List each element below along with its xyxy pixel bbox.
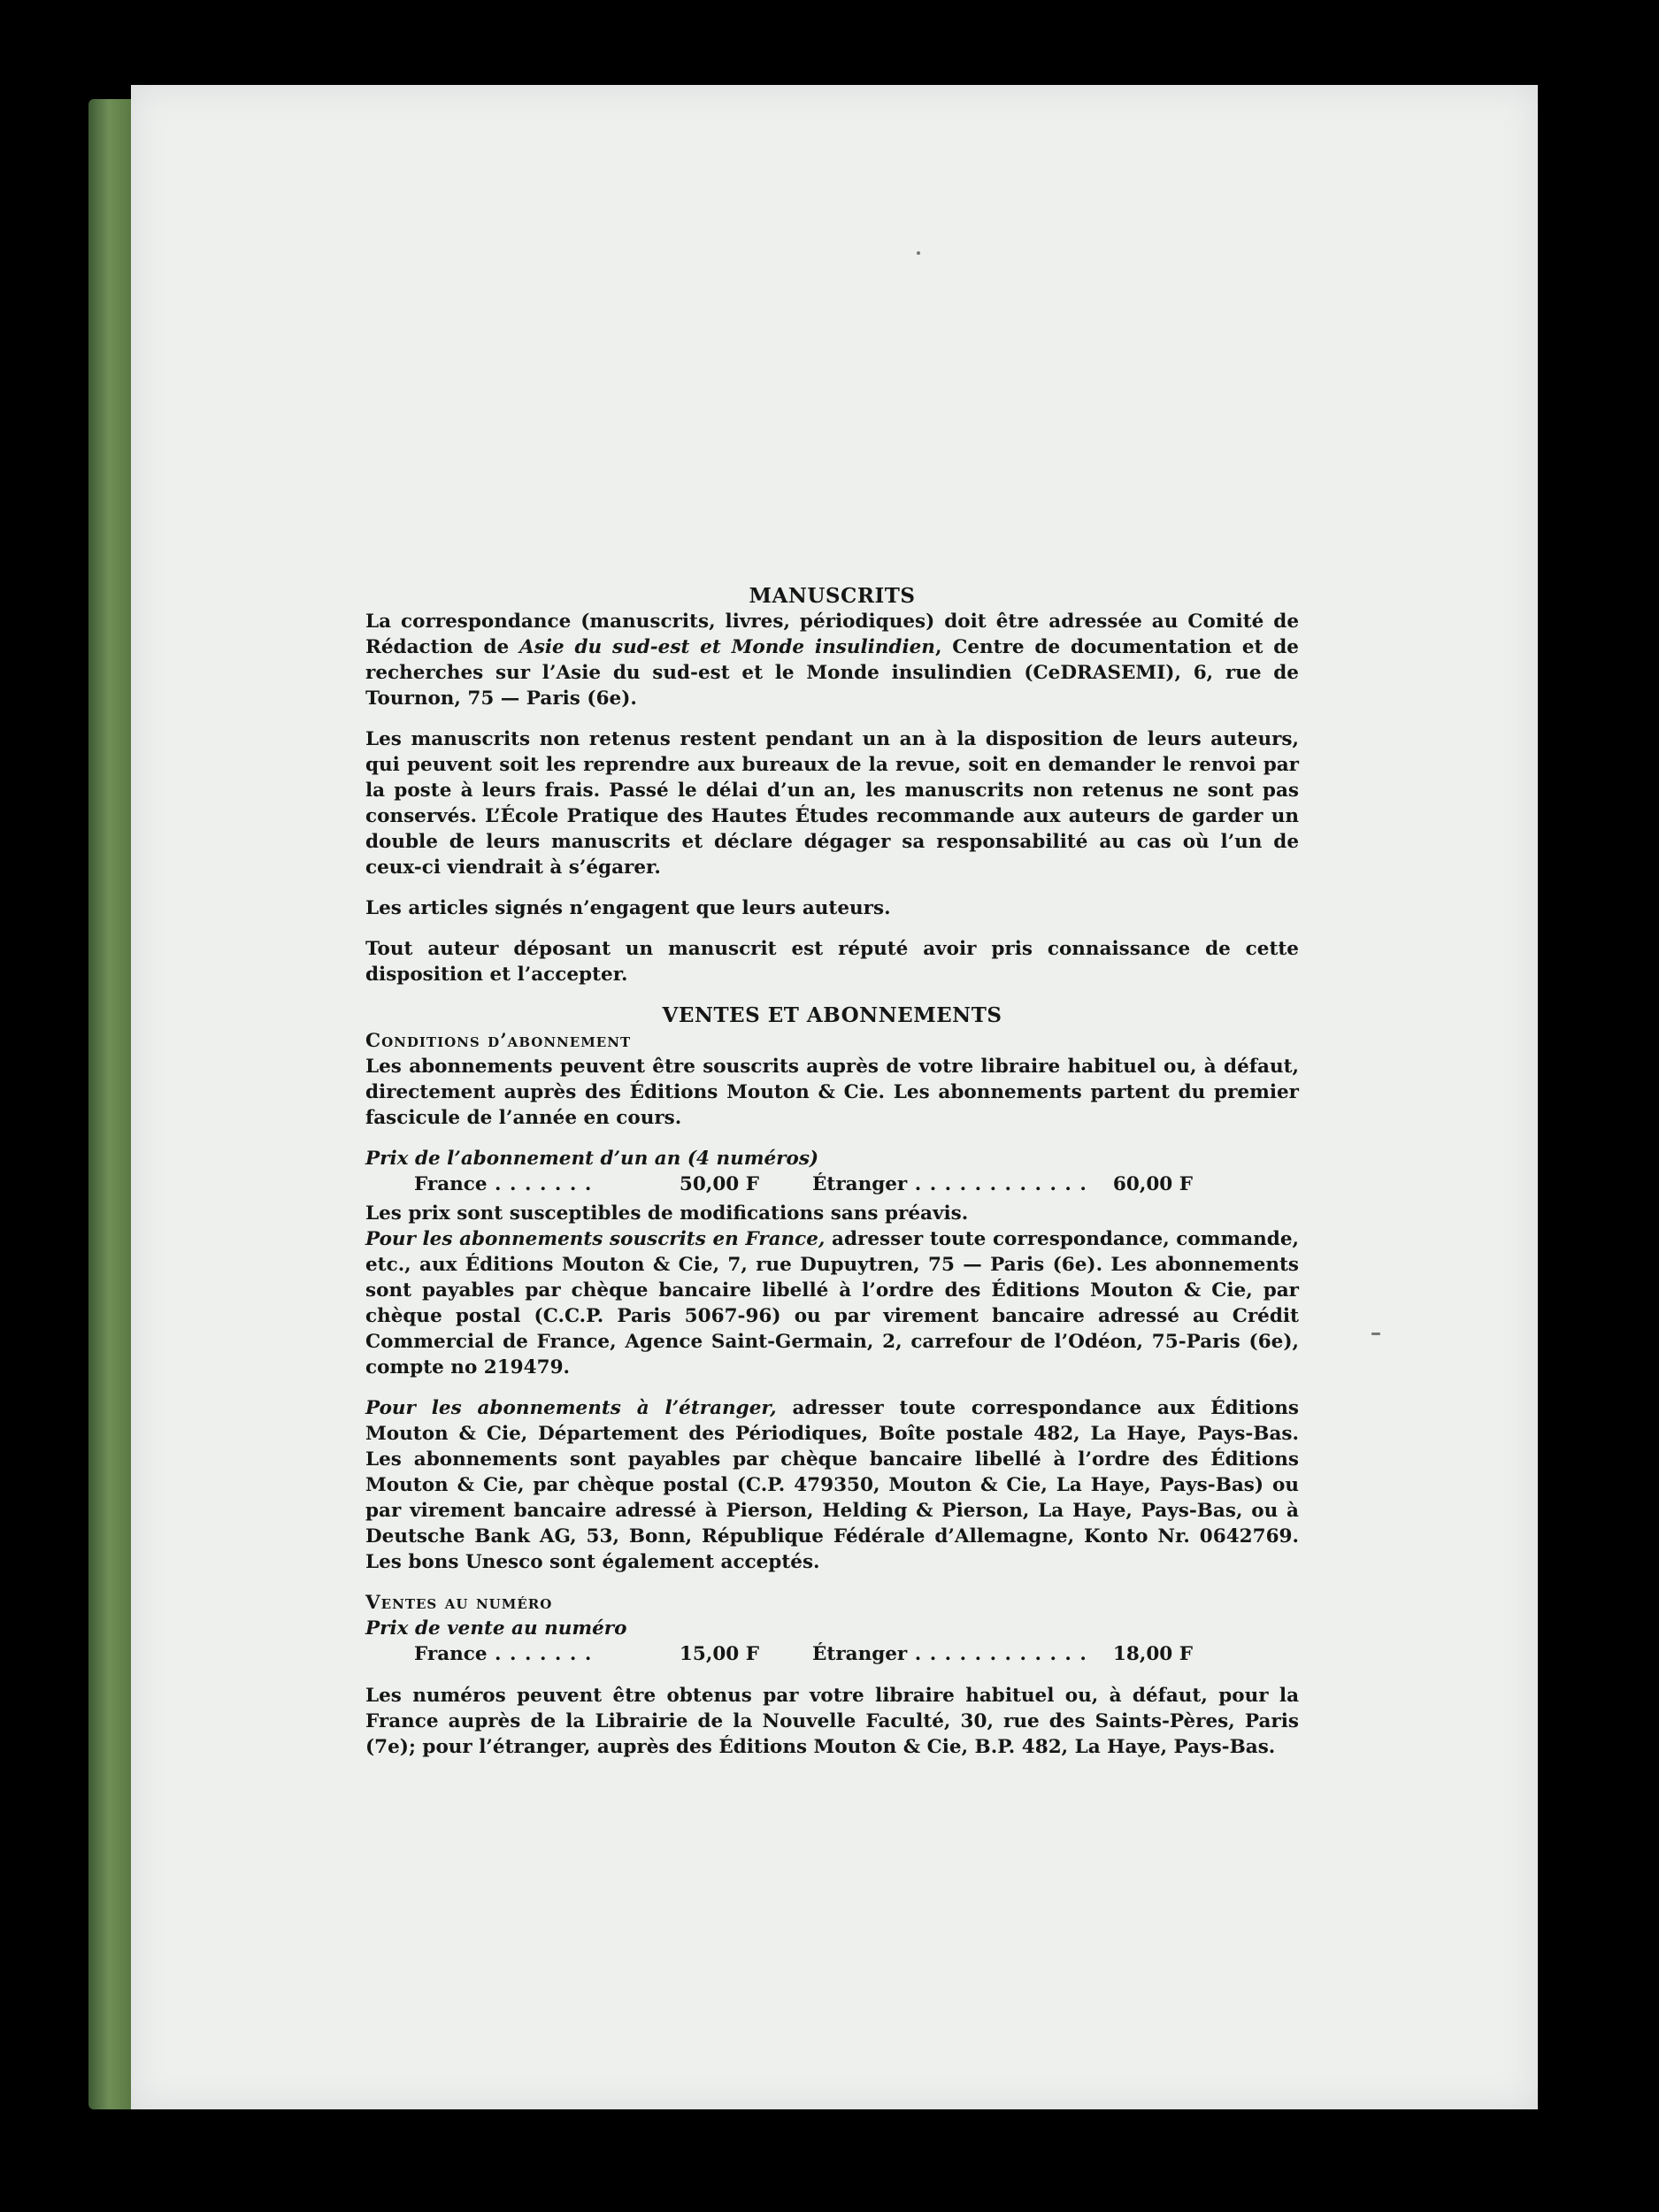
numero-paragraph: Les numéros peuvent être obtenus par votre libraire habituel ou, à défaut, pour la France auprès de la Librairie de la Nouvelle Faculté, 30, rue des Saints-Pères, Paris (7e); pour l’étranger, auprès des Éditions Mouton & Cie, B.P. 482, La Haye, Pays-Bas. (365, 1685, 1299, 1758)
book-spine (88, 99, 134, 2109)
abonnement-price-label: Prix de l’abonnement d’un an (4 numéros) (365, 1148, 819, 1170)
numero-heading: Ventes au numéro (365, 1592, 553, 1614)
ventes-heading: VENTES ET ABONNEMENTS (662, 1003, 1002, 1027)
paragraph-text: adresser toute correspondance aux Éditions Mouton & Cie, Département des Périodiques, Boîte postale 482, La Haye, Pays-Bas. Les abonnements sont payables par chèque bancaire libellé à l’ordre des Éditions Mouton & Cie, par chèque postal (C.P. 479350, Mouton & Cie, La Haye, Pays-Bas) ou par virement bancaire adressé à Pierson, Helding & Pierson, La Haye, Pays-Bas, ou à Deutsche Bank AG, 53, Bonn, République Fédérale d’Allemagne, Konto Nr. 0642769. Les bons Unesco sont également acceptés. (365, 1397, 1299, 1573)
page (131, 85, 1538, 2109)
manuscrits-paragraph-2: Les manuscrits non retenus restent pendant un an à la disposition de leurs auteurs, qui peuvent soit les reprendre aux bureaux de la revue, soit en demander le renvoi par la poste à leurs frais. Passé le délai d’un an, les manuscrits non retenus ne sont pas conservés. L’École Pratique des Hautes Études recommande aux auteurs de garder un double de leurs manuscrits et déclare dégager sa responsabilité au cas où l’un de ceux-ci viendrait à s’égarer. (365, 728, 1299, 879)
france-lead: Pour les abonnements souscrits en France, (365, 1228, 826, 1250)
manuscrits-paragraph-3: Les articles signés n’engagent que leurs auteurs. (365, 897, 891, 919)
speck (1371, 1333, 1380, 1335)
conditions-heading: Conditions d’abonnement (365, 1030, 632, 1052)
france-price: 15,00 F (679, 1643, 759, 1665)
etranger-label: Étranger . . . (786, 1171, 1087, 1197)
etranger-price: 18,00 F (1112, 1643, 1193, 1665)
speck (917, 251, 920, 255)
page-content (365, 583, 1299, 1775)
etranger-lead: Pour les abonnements à l’étranger, (365, 1397, 777, 1419)
paragraph-text: La correspondance (manuscrits, livres, périodiques) doit être adressée au Comité de Rédaction de (365, 611, 1299, 658)
france-label: France . . . (414, 1171, 591, 1197)
etranger-label: Étranger . . . (786, 1641, 1087, 1667)
conditions-paragraph: Les abonnements peuvent être souscrits auprès de votre libraire habituel ou, à défaut, directement auprès des Éditions Mouton & Cie. Les abonnements partent du premier fascicule de l’année en cours. (365, 1056, 1299, 1129)
manuscrits-heading: MANUSCRITS (749, 584, 916, 608)
paragraph-text: , Centre de documentation et de recherches sur l’Asie du sud-est et le Monde insulindien (CeDRASEMI), 6, rue de Tournon, 75 — Paris (6e). (365, 636, 1299, 710)
paragraph-text: adresser toute correspondance, commande, etc., aux Éditions Mouton & Cie, 7, rue Dupuytren, 75 — Paris (6e). Les abonnements sont payables par chèque bancaire libellé à l’ordre des Éditions Mouton & Cie, par chèque postal (C.C.P. Paris 5067-96) ou par virement bancaire adressé au Crédit Commercial de France, Agence Saint-Germain, 2, carrefour de l’Odéon, 75-Paris (6e), compte no 219479. (365, 1228, 1299, 1379)
france-label: France . . . (414, 1641, 591, 1667)
manuscrits-paragraph-1 (365, 609, 1299, 711)
numero-price-label: Prix de vente au numéro (365, 1617, 627, 1640)
price-note: Les prix sont susceptibles de modifications sans préavis. (365, 1202, 969, 1225)
etranger-subscription-paragraph (365, 1395, 1299, 1575)
numero-price-row (365, 1641, 1299, 1667)
manuscrits-paragraph-4: Tout auteur déposant un manuscrit est réputé avoir pris connaissance de cette disposition et l’accepter. (365, 938, 1299, 986)
journal-title: Asie du sud-est et Monde insulindien (519, 636, 935, 658)
etranger-price: 60,00 F (1112, 1173, 1193, 1195)
abonnement-price-row (365, 1171, 1299, 1197)
france-price: 50,00 F (679, 1173, 759, 1195)
france-subscription-paragraph (365, 1226, 1299, 1380)
